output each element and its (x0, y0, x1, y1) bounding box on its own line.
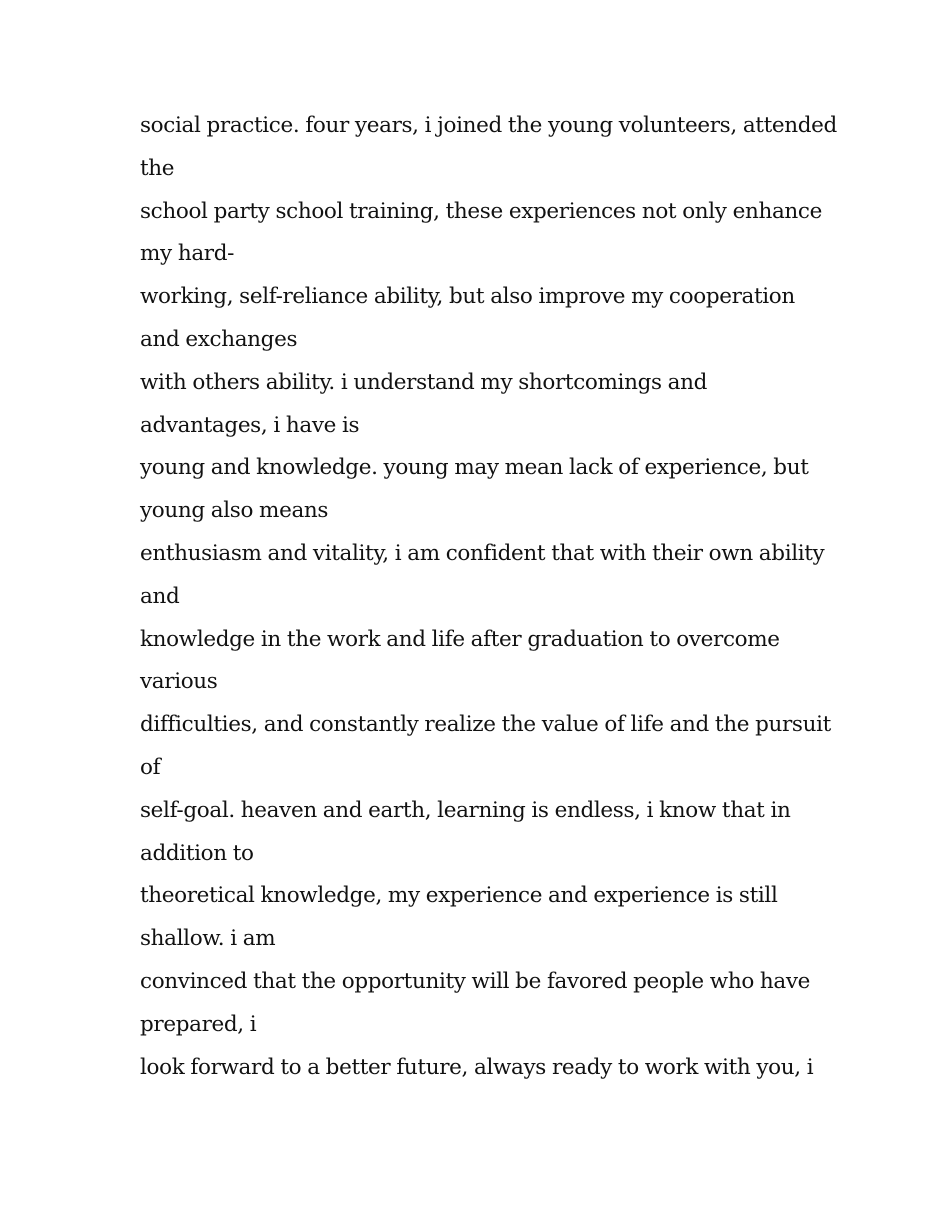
text-line: and exchanges (140, 326, 298, 352)
text-line: prepared, i (140, 1011, 257, 1037)
text-line: addition to (140, 840, 254, 866)
text-line: social practice. four years, i joined the young volunteers, attended (140, 113, 837, 138)
text-line: various (140, 669, 218, 695)
text-line: self-goal. heaven and earth, learning is endless, i know that in (140, 797, 791, 823)
text-line: young also means (140, 498, 329, 524)
text-line: convinced that the opportunity will be favored people who have (140, 968, 811, 994)
text-line: and (140, 583, 180, 609)
text-line: with others ability. i understand my shortcomings and (140, 369, 708, 395)
text-line: my hard- (140, 241, 235, 267)
text-line: advantages, i have is (140, 412, 360, 438)
text-line: working, self-reliance ability, but also improve my cooperation (140, 284, 795, 310)
text-line: look forward to a better future, always ready to work with you, i (140, 1054, 814, 1080)
text-line: knowledge in the work and life after graduation to overcome (140, 626, 780, 652)
text-line: difficulties, and constantly realize the value of life and the pursuit (140, 712, 831, 738)
text-line: school party school training, these experiences not only enhance (140, 198, 822, 224)
text-line: theoretical knowledge, my experience and experience is still (140, 883, 778, 909)
body-text (140, 105, 837, 1089)
text-line: of (140, 754, 161, 780)
text-line: shallow. i am (140, 926, 276, 952)
text-line: young and knowledge. young may mean lack of experience, but (140, 455, 809, 481)
text-line: the (140, 155, 175, 181)
text-line: enthusiasm and vitality, i am confident that with their own ability (140, 540, 825, 566)
